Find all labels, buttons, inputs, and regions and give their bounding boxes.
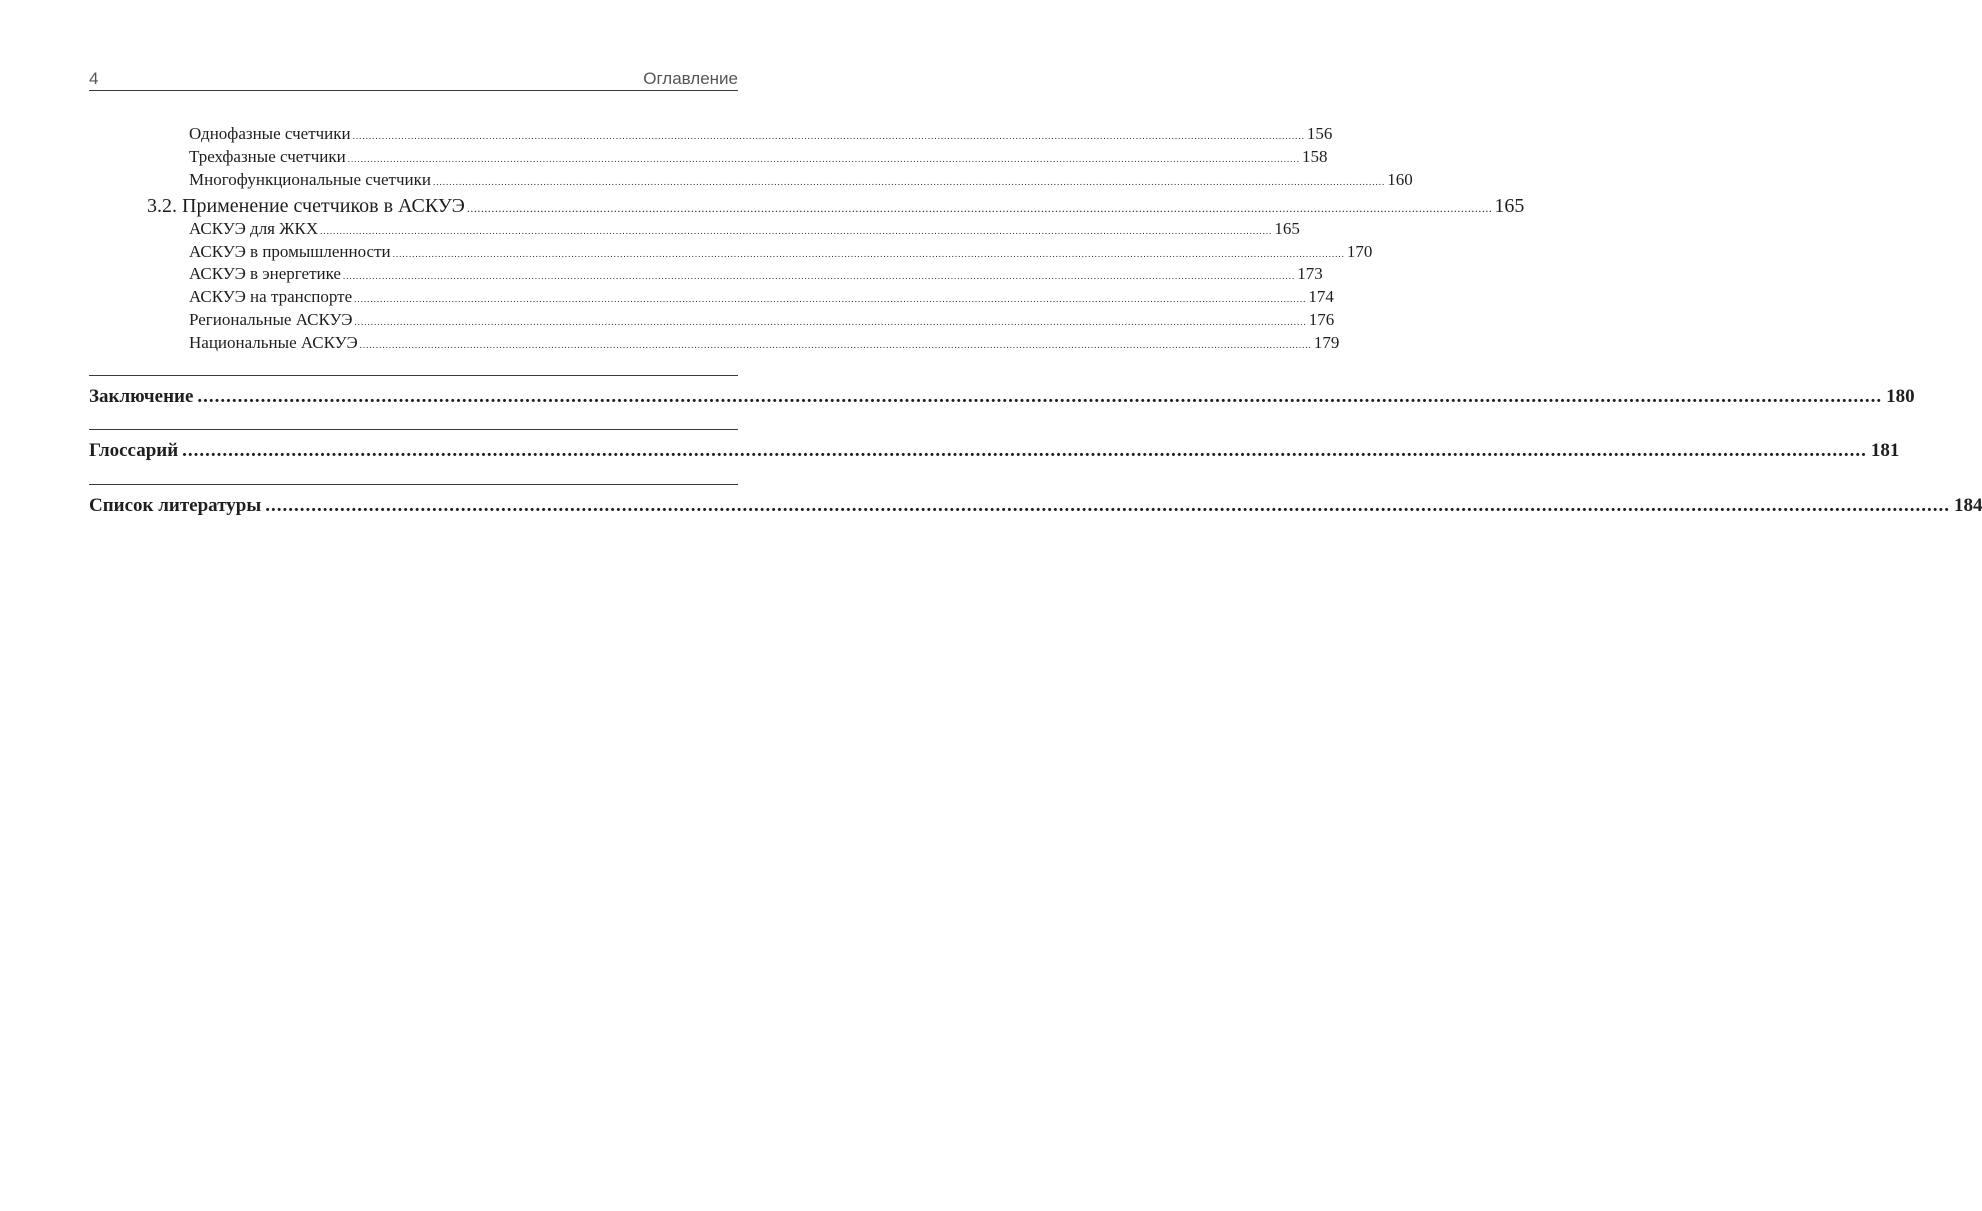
toc-entry-conclusion[interactable] (89, 386, 1915, 408)
toc-entry-title: АСКУЭ для ЖКХ (189, 219, 319, 238)
dot-leader: ..................................................................................................................................................................................................................................................................................................... (432, 177, 1386, 187)
toc-entry-single-phase-meters[interactable] (189, 124, 1333, 146)
dot-leader: ..................................................................................................................................................................................................................................................................................................... (354, 294, 1307, 304)
toc-entry-askue-national[interactable] (189, 333, 1340, 355)
toc-entry-multifunction-meters[interactable] (189, 170, 1413, 192)
toc-entry-page: 158 (1302, 147, 1328, 166)
toc-entry-askue-energy[interactable] (189, 264, 1323, 286)
toc-entry-page: 173 (1297, 264, 1323, 283)
running-header (89, 68, 738, 91)
toc-entry-title: Многофункциональные счетчики (189, 170, 431, 189)
toc-entry-page: 181 (1870, 440, 1900, 461)
toc-entry-askue-industry[interactable] (189, 242, 1373, 264)
toc-entry-askue-housing[interactable] (189, 219, 1300, 241)
toc-entry-bibliography[interactable] (89, 495, 1982, 517)
toc-entry-title: Заключение (89, 386, 194, 407)
toc-entry-title: Список литературы (89, 495, 262, 516)
toc-entry-askue-regional[interactable] (189, 310, 1335, 332)
dot-leader: ..................................................................................................................................................................................................................................................................................................... (352, 131, 1305, 141)
toc-entry-three-phase-meters[interactable] (189, 147, 1328, 169)
dot-leader: ..................................................................................................................................................................................................................................................................................................... (182, 440, 1867, 461)
toc-entry-title: Национальные АСКУЭ (189, 333, 358, 352)
dot-leader: ..................................................................................................................................................................................................................................................................................................... (320, 226, 1273, 236)
dot-leader: ..................................................................................................................................................................................................................................................................................................... (392, 249, 1345, 259)
dot-leader: ..................................................................................................................................................................................................................................................................................................... (359, 340, 1312, 350)
toc-entry-title: АСКУЭ в промышленности (189, 242, 391, 261)
dot-leader: ..................................................................................................................................................................................................................................................................................................... (466, 201, 1493, 215)
toc-entry-title: АСКУЭ на транспорте (189, 287, 353, 306)
toc-entry-title: 3.2. Применение счетчиков в АСКУЭ (147, 195, 465, 217)
toc-entry-page: 180 (1886, 386, 1915, 407)
toc-entry-glossary[interactable] (89, 440, 1900, 462)
dot-leader: ..................................................................................................................................................................................................................................................................................................... (342, 271, 1296, 281)
toc-entry-page: 170 (1346, 242, 1373, 261)
toc-entry-page: 160 (1387, 170, 1413, 189)
toc-entry-askue-transport[interactable] (189, 287, 1334, 309)
toc-entry-title: Региональные АСКУЭ (189, 310, 353, 329)
running-title: Оглавление (643, 69, 738, 88)
toc-entry-page: 174 (1308, 287, 1334, 306)
toc-entry-page: 165 (1494, 195, 1525, 217)
toc-entry-page: 156 (1306, 124, 1333, 143)
divider (89, 375, 738, 376)
divider (89, 429, 738, 430)
toc-entry-section-3-2[interactable] (147, 195, 1525, 218)
toc-entry-title: Глоссарий (89, 440, 179, 461)
dot-leader: ..................................................................................................................................................................................................................................................................................................... (197, 386, 1883, 407)
toc-entry-title: Трехфазные счетчики (189, 147, 346, 166)
toc-entry-title: АСКУЭ в энергетике (189, 264, 341, 283)
toc-entry-page: 176 (1308, 310, 1335, 329)
dot-leader: ..................................................................................................................................................................................................................................................................................................... (265, 495, 1950, 516)
page-number: 4 (89, 69, 99, 88)
toc-entry-page: 165 (1274, 219, 1300, 238)
toc-entry-page: 179 (1313, 333, 1340, 352)
toc-entry-page: 184 (1953, 495, 1982, 516)
dot-leader: ..................................................................................................................................................................................................................................................................................................... (347, 154, 1300, 164)
dot-leader: ..................................................................................................................................................................................................................................................................................................... (354, 317, 1307, 327)
divider (89, 484, 738, 485)
toc-entry-title: Однофазные счетчики (189, 124, 351, 143)
